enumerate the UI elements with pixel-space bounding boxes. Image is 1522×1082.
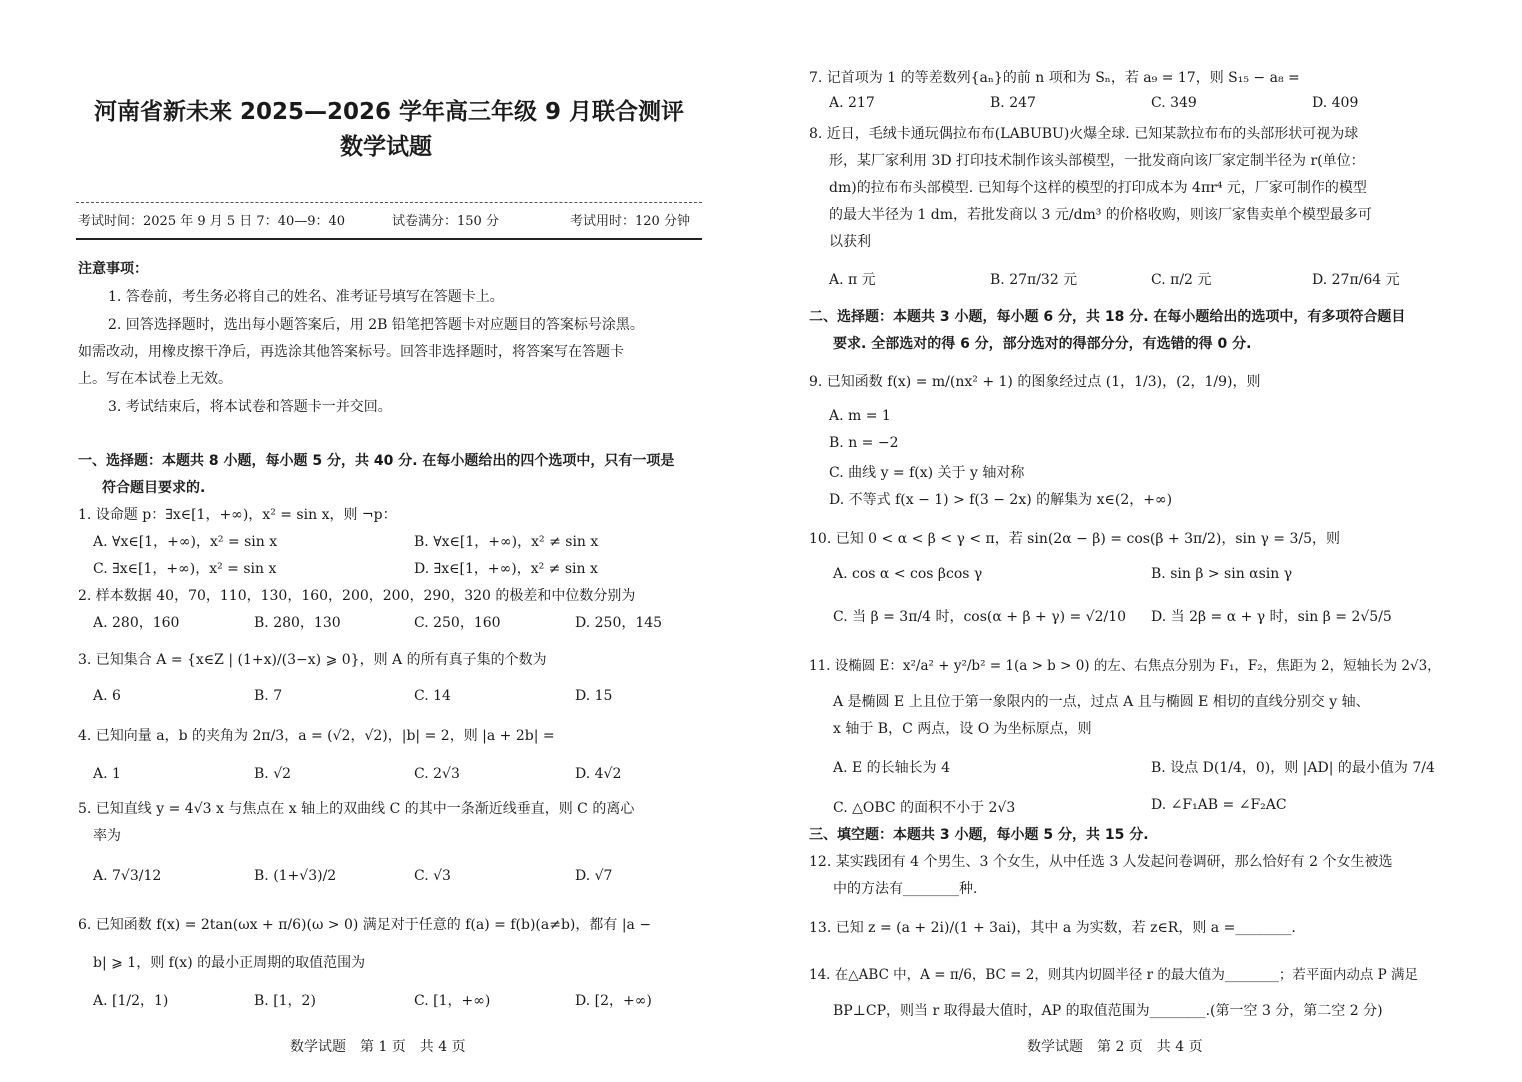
question-1-option-a: A. ∀x∈[1，+∞)，x² = sin x xyxy=(93,534,278,550)
question-11-stem-3: x 轴于 B，C 两点，设 O 为坐标原点，则 xyxy=(833,721,1092,737)
question-10-stem: 10. 已知 0 < α < β < γ < π，若 sin(2α − β) = cos(β + 3π/2)，sin γ = 3/5，则 xyxy=(809,531,1340,547)
question-8-option-d: D. 27π/64 元 xyxy=(1312,272,1400,288)
question-14-line-1: 14. 在△ABC 中，A = π/6，BC = 2，则其内切圆半径 r 的最大值为________；若平面内动点 P 满足 xyxy=(809,967,1419,983)
exam-subtitle: 数学试题 xyxy=(340,134,432,160)
section-1-heading-cont: 符合题目要求的. xyxy=(102,480,206,496)
question-7-option-d: D. 409 xyxy=(1312,95,1359,111)
question-5-option-a: A. 7√3/12 xyxy=(93,868,162,884)
question-9-option-c: C. 曲线 y = f(x) 关于 y 轴对称 xyxy=(829,465,1025,481)
section-3-heading: 三、填空题：本题共 3 小题，每小题 5 分，共 15 分. xyxy=(809,827,1149,843)
question-10-option-b: B. sin β > sin αsin γ xyxy=(1151,566,1293,582)
section-2-heading-cont: 要求. 全部选对的得 6 分，部分选对的得部分分，有选错的得 0 分. xyxy=(833,336,1252,352)
question-3-stem: 3. 已知集合 A = {x∈Z | (1+x)/(3−x) ⩾ 0}，则 A 的所有真子集的个数为 xyxy=(78,652,547,668)
question-1-stem: 1. 设命题 p：∃x∈[1，+∞)，x² = sin x，则 ¬p： xyxy=(78,507,397,523)
question-4-option-a: A. 1 xyxy=(93,766,121,782)
question-9-option-d: D. 不等式 f(x − 1) > f(3 − 2x) 的解集为 x∈(2，+∞) xyxy=(829,492,1173,508)
question-7-option-a: A. 217 xyxy=(829,95,875,111)
question-11-stem: 11. 设椭圆 E：x²/a² + y²/b² = 1(a > b > 0) 的左、右焦点分别为 F₁，F₂，焦距为 2，短轴长为 2√3， xyxy=(809,658,1441,674)
question-5-option-b: B. (1+√3)/2 xyxy=(254,868,337,884)
question-8-line-3: dm)的拉布布头部模型. 已知每个这样的模型的打印成本为 4πr⁴ 元，厂家可制作的模型 xyxy=(829,180,1367,196)
question-6-option-c: C. [1，+∞) xyxy=(414,993,491,1009)
question-6-stem: 6. 已知函数 f(x) = 2tan(ωx + π/6)(ω > 0) 满足对于任意的 f(a) = f(b)(a≠b)，都有 |a − xyxy=(78,917,652,933)
section-1-heading: 一、选择题：本题共 8 小题，每小题 5 分，共 40 分. 在每小题给出的四个选项中，只有一项是 xyxy=(78,453,675,469)
question-14-line-2: BP⊥CP，则当 r 取得最大值时，AP 的取值范围为________.(第一空 3 分，第二空 2 分) xyxy=(833,1003,1383,1019)
question-8-line-2: 形，某厂家利用 3D 打印技术制作该头部模型，一批发商向该厂家定制半径为 r(单位： xyxy=(829,153,1365,169)
question-6-option-a: A. [1/2，1) xyxy=(93,993,169,1009)
question-2-option-c: C. 250，160 xyxy=(414,615,501,631)
info-top-divider xyxy=(76,202,702,203)
note-2-cont: 如需改动，用橡皮擦干净后，再选涂其他答案标号。回答非选择题时，将答案写在答题卡 xyxy=(78,344,624,360)
note-1: 1. 答卷前，考生务必将自己的姓名、准考证号填写在答题卡上。 xyxy=(108,289,504,305)
question-2-option-b: B. 280，130 xyxy=(254,615,341,631)
note-3: 3. 考试结束后，将本试卷和答题卡一并交回。 xyxy=(108,399,392,415)
question-10-option-d: D. 当 2β = α + γ 时，sin β = 2√5/5 xyxy=(1151,609,1392,625)
question-7-option-b: B. 247 xyxy=(990,95,1036,111)
question-1-option-d: D. ∃x∈[1，+∞)，x² ≠ sin x xyxy=(414,561,598,577)
question-7-stem: 7. 记首项为 1 的等差数列{aₙ}的前 n 项和为 Sₙ，若 a₉ = 17，则 S₁₅ − a₈ = xyxy=(809,70,1300,86)
question-5-stem: 5. 已知直线 y = 4√3 x 与焦点在 x 轴上的双曲线 C 的其中一条渐近线垂直，则 C 的离心 xyxy=(78,801,635,817)
notes-heading: 注意事项： xyxy=(78,261,148,277)
question-2-stem: 2. 样本数据 40，70，110，130，160，200，200，290，320 的极差和中位数分别为 xyxy=(78,588,636,604)
question-11-option-a: A. E 的长轴长为 4 xyxy=(833,760,951,776)
question-4-option-b: B. √2 xyxy=(254,766,292,782)
note-2: 2. 回答选择题时，选出每小题答案后，用 2B 铅笔把答题卡对应题目的答案标号涂黑。 xyxy=(108,317,644,333)
question-8-option-b: B. 27π/32 元 xyxy=(990,272,1078,288)
question-12-line-2: 中的方法有________种. xyxy=(833,881,978,897)
question-11-option-b: B. 设点 D(1/4，0)，则 |AD| 的最小值为 7/4 xyxy=(1151,760,1435,776)
exam-duration: 考试用时：120 分钟 xyxy=(570,214,690,229)
question-4-option-c: C. 2√3 xyxy=(414,766,460,782)
question-5-option-d: D. √7 xyxy=(575,868,613,884)
question-6-option-b: B. [1，2) xyxy=(254,993,316,1009)
question-10-option-c: C. 当 β = 3π/4 时，cos(α + β + γ) = √2/10 xyxy=(833,609,1127,625)
question-5-option-c: C. √3 xyxy=(414,868,451,884)
question-5-stem-cont: 率为 xyxy=(93,828,121,844)
question-12-line-1: 12. 某实践团有 4 个男生、3 个女生，从中任选 3 人发起问卷调研，那么恰好有 2 个女生被选 xyxy=(809,854,1393,870)
question-8-line-4: 的最大半径为 1 dm，若批发商以 3 元/dm³ 的价格收购，则该厂家售卖单个模型最多可 xyxy=(829,207,1372,223)
question-3-option-c: C. 14 xyxy=(414,688,451,704)
question-8-option-a: A. π 元 xyxy=(829,272,876,288)
page-1-footer: 数学试题 第 1 页 共 4 页 xyxy=(290,1039,466,1055)
question-6-stem-cont: b| ⩾ 1，则 f(x) 的最小正周期的取值范围为 xyxy=(93,955,366,971)
exam-time: 考试时间：2025 年 9 月 5 日 7：40—9：40 xyxy=(78,214,346,229)
exam-page-2 xyxy=(761,0,1522,1082)
section-2-heading: 二、选择题：本题共 3 小题，每小题 6 分，共 18 分. 在每小题给出的选项中，有多项符合题目 xyxy=(809,309,1406,325)
question-3-option-b: B. 7 xyxy=(254,688,283,704)
info-bottom-divider xyxy=(76,238,702,240)
question-3-option-d: D. 15 xyxy=(575,688,613,704)
question-4-stem: 4. 已知向量 a，b 的夹角为 2π/3，a = (√2，√2)，|b| = 2，则 |a + 2b| = xyxy=(78,728,555,744)
question-13-stem: 13. 已知 z = (a + 2i)/(1 + 3ai)，其中 a 为实数，若 z∈R，则 a =________. xyxy=(809,920,1296,936)
question-9-option-a: A. m = 1 xyxy=(829,408,891,424)
question-10-option-a: A. cos α < cos βcos γ xyxy=(833,566,983,582)
question-4-option-d: D. 4√2 xyxy=(575,766,622,782)
exam-title: 河南省新未来 2025—2026 学年高三年级 9 月联合测评 xyxy=(94,99,685,125)
question-7-option-c: C. 349 xyxy=(1151,95,1197,111)
question-8-option-c: C. π/2 元 xyxy=(1151,272,1212,288)
question-11-stem-2: A 是椭圆 E 上且位于第一象限内的一点，过点 A 且与椭圆 E 相切的直线分别交 y 轴、 xyxy=(833,694,1370,710)
note-2-end: 上。写在本试卷上无效。 xyxy=(78,371,232,387)
question-9-stem: 9. 已知函数 f(x) = m/(nx² + 1) 的图象经过点 (1，1/3)，(2，1/9)，则 xyxy=(809,374,1261,390)
question-11-option-d: D. ∠F₁AB = ∠F₂AC xyxy=(1151,797,1287,813)
exam-full-score: 试卷满分：150 分 xyxy=(392,214,499,229)
page-2-footer: 数学试题 第 2 页 共 4 页 xyxy=(1027,1039,1203,1055)
question-9-option-b: B. n = −2 xyxy=(829,435,899,451)
question-1-option-c: C. ∃x∈[1，+∞)，x² = sin x xyxy=(93,561,277,577)
question-2-option-a: A. 280，160 xyxy=(93,615,180,631)
question-11-option-c: C. △OBC 的面积不小于 2√3 xyxy=(833,800,1016,816)
question-8-line-5: 以获利 xyxy=(829,234,871,250)
question-1-option-b: B. ∀x∈[1，+∞)，x² ≠ sin x xyxy=(414,534,599,550)
question-3-option-a: A. 6 xyxy=(93,688,121,704)
question-2-option-d: D. 250，145 xyxy=(575,615,663,631)
question-8-line-1: 8. 近日，毛绒卡通玩偶拉布布(LABUBU)火爆全球. 已知某款拉布布的头部形状可视为球 xyxy=(809,126,1359,142)
question-6-option-d: D. [2，+∞) xyxy=(575,993,652,1009)
